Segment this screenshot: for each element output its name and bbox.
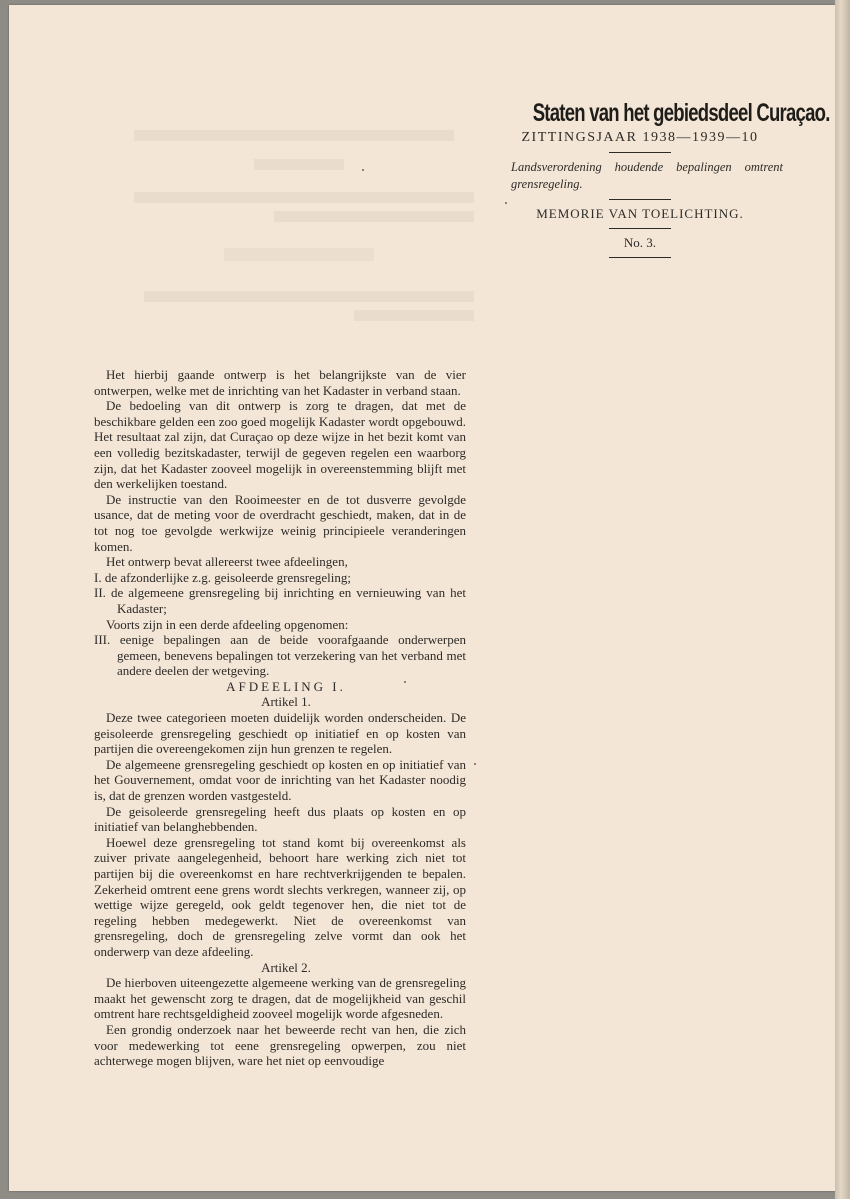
intro-paragraph: Het hierbij gaande ontwerp is het belangrijkste van de vier ontwerpen, welke met de inrichting van het Kadaster in verband staan.	[94, 367, 466, 398]
page-edge	[835, 0, 850, 1199]
session-line: ZITTINGSJAAR 1938—1939—10	[521, 130, 759, 145]
article-1-paragraph: De geisoleerde grensregeling heeft dus plaats op kosten en op initiatief van belanghebbenden.	[94, 803, 466, 835]
document-header	[495, 99, 830, 264]
article-1-paragraph: Hoewel deze grensregeling tot stand komt bij overeenkomst als zuiver private aangelegenheid, behoort hare werking zich niet tot partijen bij die overeenkomst en hare rechtverkrijgenden te bepalen. Zekerheid omtrent eene grens wordt slechts verkregen, wanneer zij, op wettige wijze geregeld, ook geldt tegenover hen, die niet tot de regeling hebben medegewerkt. Niet de overeenkomst van grensregeling, doch de grensregeling zelve vormt dan ook het onderwerp van deze afdeeling.	[94, 834, 466, 959]
article-2-paragraph: De hierboven uiteengezette algemeene werking van de grensregeling maakt het gewenscht zorg te dragen, dat de mogelijkheid van geschil omtrent hare rechtsgeldigheid zooveel mogelijk worde afgesneden.	[94, 975, 466, 1022]
section-heading: AFDEELING I.	[226, 678, 346, 694]
paper-speck	[362, 169, 364, 171]
intro-paragraph: Het ontwerp bevat allereerst twee afdeelingen,	[106, 554, 348, 570]
bleed-through-shadow	[114, 115, 474, 321]
memo-title: MEMORIE VAN TOELICHTING.	[536, 206, 744, 221]
article-2-heading: Artikel 2.	[261, 959, 311, 975]
intro-paragraph: De instructie van den Rooimeester en de tot dusverre gevolgde usance, dat de meting voor de overdracht geschiedt, maken, dat in de tot nog toe gevolgde werkwijze weinig principieele veranderingen komen.	[94, 491, 466, 554]
document-page	[9, 5, 835, 1191]
paper-speck	[404, 681, 406, 683]
memo-body	[94, 367, 466, 1069]
document-title: Staten van het gebiedsdeel Curaçao.	[532, 99, 830, 127]
list-item-iii: III. eenige bepalingen aan de beide voorafgaande onderwerpen gemeen, benevens bepalingen tot verzekering van het verband met andere deelen der wetgeving.	[94, 632, 466, 679]
paper-speck	[505, 202, 507, 204]
ordinance-subject: Landsverordening houdende bepalingen omtrent grensregeling.	[511, 160, 783, 191]
article-2-paragraph: Een grondig onderzoek naar het beweerde recht van hen, die zich voor medewerking tot eene grensregeling opwerpen, zou niet achterwege mogen blijven, ware het niet op eenvoudige	[94, 1021, 466, 1069]
subject-rule	[609, 199, 671, 200]
memo-number: No. 3.	[623, 235, 657, 250]
memo-rule	[609, 228, 671, 229]
article-1-heading: Artikel 1.	[261, 694, 311, 710]
article-1-paragraph: Deze twee categorieen moeten duidelijk worden onderscheiden. De geisoleerde grensregeling geschiedt op initiatief en op kosten van partijen die overeengekomen zijn hun grenzen te regelen.	[94, 710, 466, 757]
intro-paragraph: De bedoeling van dit ontwerp is zorg te dragen, dat met de beschikbare gelden een zoo goed mogelijk Kadaster wordt opgebouwd. Het resultaat zal zijn, dat Curaçao op deze wijze in het bezit komt van een volledig bezitskadaster, terwijl de gegeven regelen een waarborg zijn, dat het Kadaster zooveel mogelijk in overeenstemming blijft met den werkelijken toestand.	[94, 398, 466, 492]
number-rule	[609, 257, 671, 258]
intro-paragraph: Voorts zijn in een derde afdeeling opgenomen:	[106, 616, 349, 632]
list-item-ii: II. de algemeene grensregeling bij inrichting en vernieuwing van het Kadaster;	[94, 585, 466, 616]
list-item-i: I. de afzonderlijke z.g. geisoleerde grensregeling;	[94, 569, 351, 585]
paper-speck	[474, 763, 476, 765]
header-rule	[609, 152, 671, 153]
article-1-paragraph: De algemeene grensregeling geschiedt op kosten en op initiatief van het Gouvernement, omdat voor de inrichting van het Kadaster noodig is, dat de grenzen worden vastgesteld.	[94, 756, 466, 804]
